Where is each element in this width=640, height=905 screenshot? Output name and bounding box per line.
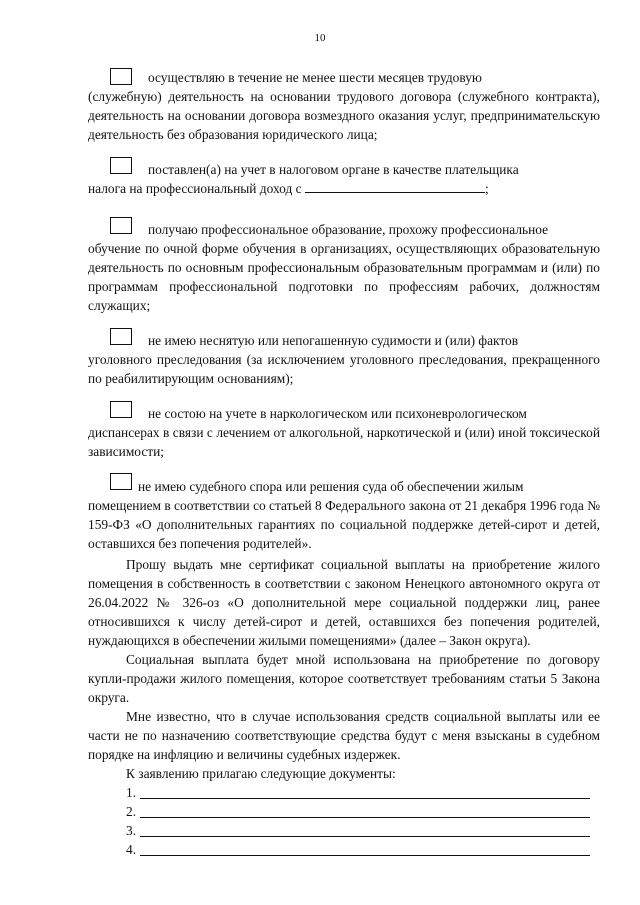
document-number-4: 4. [126,842,137,857]
statement-3-first-line: получаю профессиональное образование, прохожу профессиональное [148,222,549,237]
document-body [88,68,600,859]
document-line-2-underline [140,817,590,818]
liability-paragraph: Мне известно, что в случае использования средств социальной выплаты или ее части не по назначению соответствующие средства будут с меня взысканы в судебном порядке на инфляцию и величины судебных издержек. [88,709,600,762]
statement-1-text: (служебную) деятельность на основании трудового договора (служебного контракта), деятельность на основании договора возмездного оказания услуг, предпринимательскую деятельность без образования юридического лица; [88,89,600,142]
document-line-3[interactable] [88,821,600,840]
document-number-3: 3. [126,823,137,838]
statement-item-6 [88,477,600,553]
checkbox-6[interactable] [110,473,132,490]
statement-2-second-line [88,179,600,198]
document-line-4[interactable] [88,840,600,859]
attachments-heading: К заявлению прилагаю следующие документы: [126,766,396,781]
statement-2-first-line: поставлен(а) на учет в налоговом органе в качестве плательщика [148,162,519,177]
statement-6-first-line: не имею судебного спора или решения суда об обеспечении жилым [138,479,524,494]
statement-5-first-line: не состою на учете в наркологическом или психоневрологическом [148,406,527,421]
checkbox-5[interactable] [110,401,132,418]
statement-2-text: налога на профессиональный доход с [88,181,302,196]
document-number-2: 2. [126,804,137,819]
statement-item-1 [88,68,600,144]
checkbox-3[interactable] [110,217,132,234]
document-line-2[interactable] [88,802,600,821]
checkbox-4[interactable] [110,328,132,345]
page-number: 10 [314,32,326,44]
statement-item-3 [88,220,600,315]
request-paragraph: Прошу выдать мне сертификат социальной выплаты на приобретение жилого помещения в собственность в соответствии с законом Ненецкого автономного округа от 26.04.2022 № 326-оз «О дополнительной мере социальной поддержки лиц, ранее относившихся к числу детей-сирот и детей, оставшихся без попечения родителей, нуждающихся в обеспечении жилыми помещениями» (далее – Закон округа). [88,557,600,648]
document-number-1: 1. [126,785,137,800]
document-line-1[interactable] [88,783,600,802]
statement-6-text: помещением в соответствии со статьей 8 Федерального закона от 21 декабря 1996 года № 159-ФЗ «О дополнительных гарантиях по социальной поддержке детей-сирот и детей, оставшихся без попечения родителей». [88,498,600,551]
document-line-3-underline [140,836,590,837]
statement-5-text: диспансерах в связи с лечением от алкогольной, наркотической и (или) иной токсической зависимости; [88,425,600,459]
statement-1-first-line: осуществляю в течение не менее шести месяцев трудовую [148,70,482,85]
statement-item-5 [88,404,600,461]
checkbox-2[interactable] [110,157,132,174]
date-blank-field[interactable] [305,179,485,193]
statement-2-suffix: ; [484,181,489,196]
statement-item-4 [88,331,600,388]
statement-4-first-line: не имею неснятую или непогашенную судимости и (или) фактов [148,333,519,348]
statement-item-2 [88,160,600,198]
document-line-1-underline [140,798,590,799]
statement-4-text: уголовного преследования (за исключением уголовного преследования, прекращенного по реабилитирующим основаниям); [88,352,600,386]
statement-3-text: обучение по очной форме обучения в организациях, осуществляющих образовательную деятельность по основным профессиональным образовательным программам и (или) по программам профессиональной подготовки по профессиям рабочих, должностям служащих; [88,241,600,313]
usage-paragraph: Социальная выплата будет мной использована на приобретение по договору купли-продажи жилого помещения, которое соответствует требованиям статьи 5 Закона округа. [88,652,600,705]
document-line-4-underline [140,855,590,856]
checkbox-1[interactable] [110,68,132,85]
